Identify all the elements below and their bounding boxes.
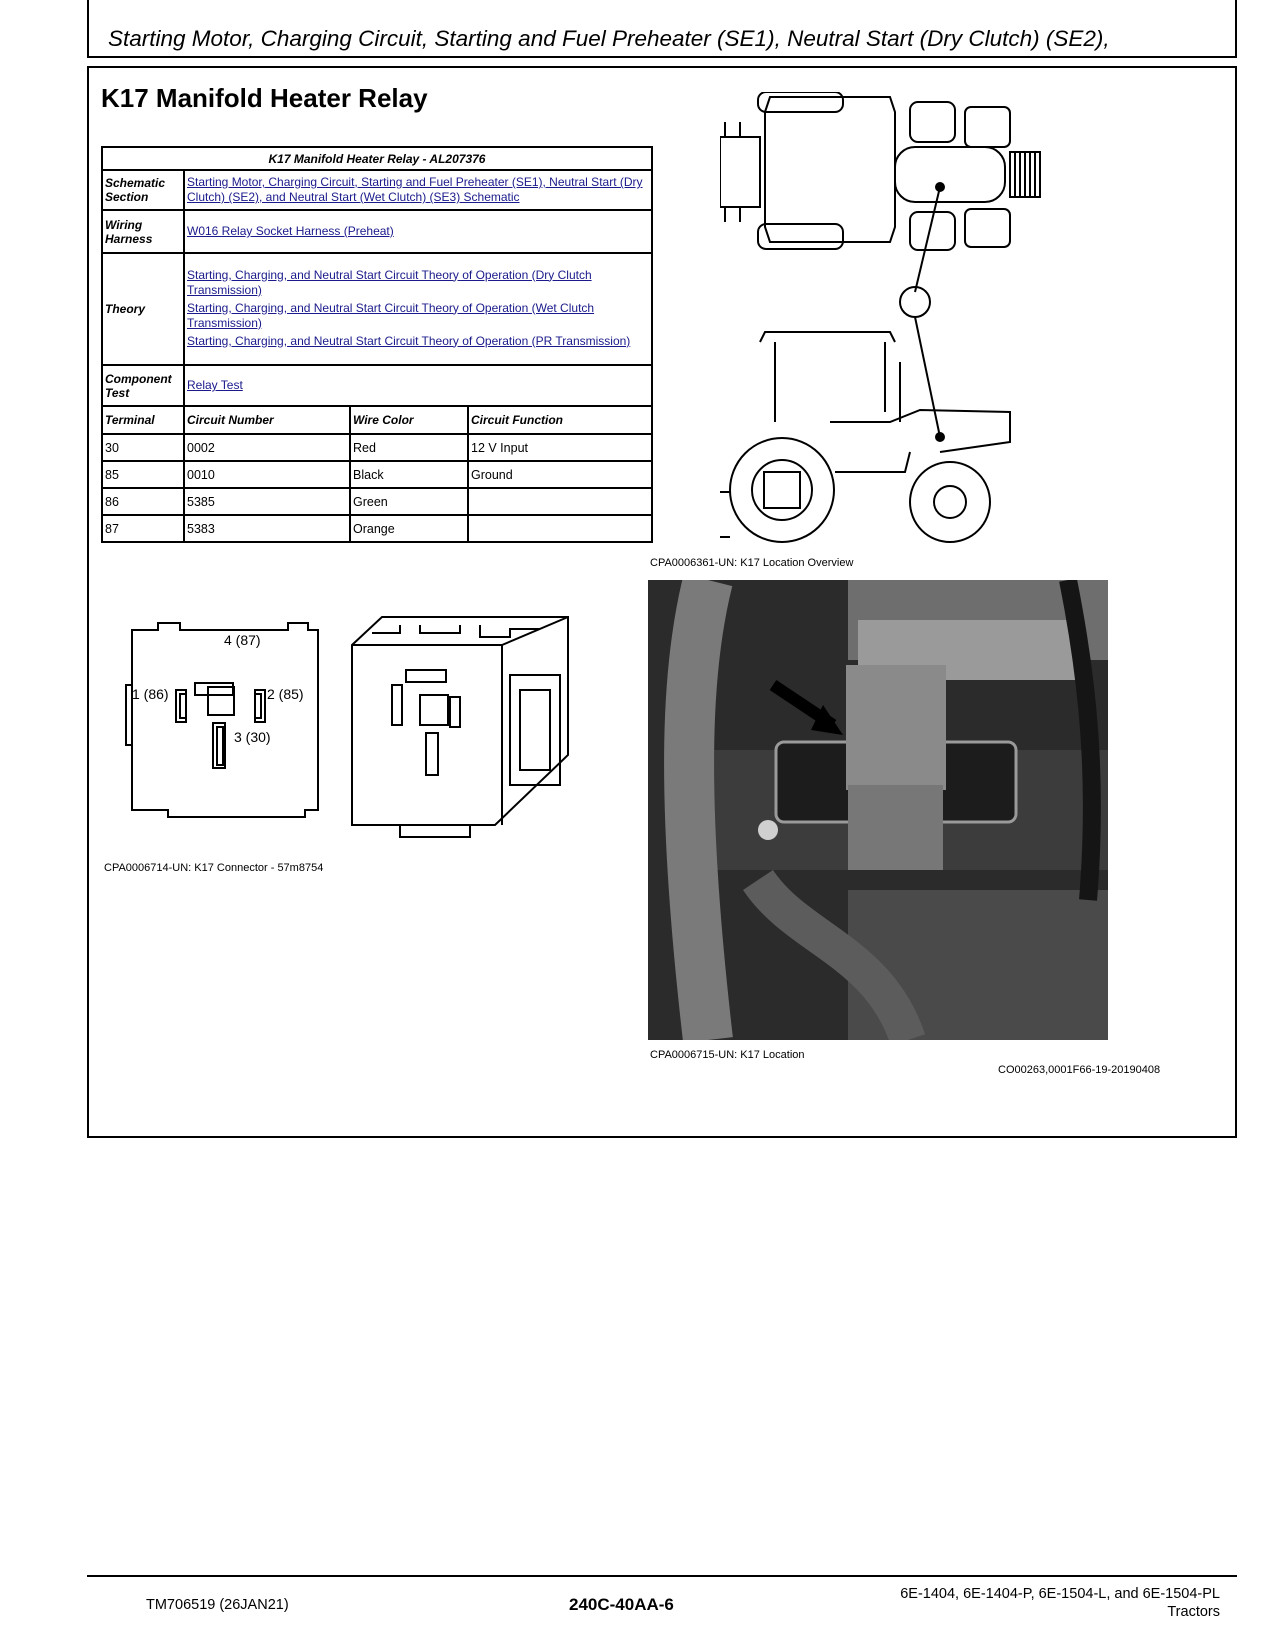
column-header-row: [102, 406, 652, 434]
location-overview-caption: CPA0006361-UN: K17 Location Overview: [650, 557, 854, 569]
relay-info-table: [101, 146, 653, 543]
cell-circuit-number: 5383: [184, 515, 350, 542]
tractor-top-view: [720, 92, 1040, 250]
footer-models: 6E-1404, 6E-1404-P, 6E-1504-L, and 6E-1504-PL: [900, 1586, 1220, 1602]
cell-terminal: 86: [102, 488, 184, 515]
tractor-location-overview: [720, 92, 1090, 572]
col-terminal: Terminal: [102, 406, 184, 434]
document-code: CO00263,0001F66-19-20190408: [998, 1064, 1161, 1076]
theory-label: Theory: [102, 253, 184, 365]
cell-terminal: 30: [102, 434, 184, 461]
col-circuit-number: Circuit Number: [184, 406, 350, 434]
schematic-link[interactable]: Starting Motor, Charging Circuit, Starting and Fuel Preheater (SE1), Neutral Start (Dry Clutch) (SE2), and Neutral Start (Wet Clutch) (SE3) Schematic: [187, 175, 643, 204]
footer-model-list: [780, 1585, 1220, 1621]
pin-label-87: 4 (87): [224, 632, 261, 648]
page-header-title: Starting Motor, Charging Circuit, Starting and Fuel Preheater (SE1), Neutral Start (Dry Clutch) (SE2),: [108, 26, 1110, 51]
section-title: K17 Manifold Heater Relay: [101, 83, 428, 113]
footer-rule: [87, 1575, 1237, 1577]
connector-iso-view: [352, 617, 568, 837]
cell-circuit-function: [468, 488, 652, 515]
connector-figure-caption: CPA0006714-UN: K17 Connector - 57m8754: [104, 862, 324, 874]
k17-location-photo: [648, 580, 1108, 1040]
cell-circuit-function: [468, 515, 652, 542]
wiring-label: Wiring Harness: [102, 210, 184, 253]
cell-circuit-function: 12 V Input: [468, 434, 652, 461]
cell-circuit-number: 0002: [184, 434, 350, 461]
pin-label-86: 1 (86): [132, 686, 169, 702]
wiring-harness-link[interactable]: W016 Relay Socket Harness (Preheat): [187, 224, 394, 238]
col-circuit-function: Circuit Function: [468, 406, 652, 434]
footer-page-number: 240C-40AA-6: [569, 1595, 674, 1614]
table-row: [102, 488, 652, 515]
cell-terminal: 87: [102, 515, 184, 542]
cell-wire-color: Orange: [350, 515, 468, 542]
table-row: [102, 434, 652, 461]
cell-terminal: 85: [102, 461, 184, 488]
cell-wire-color: Black: [350, 461, 468, 488]
table-row: [102, 461, 652, 488]
k17-connector-diagram: [110, 615, 580, 845]
col-wire-color: Wire Color: [350, 406, 468, 434]
pin-label-30: 3 (30): [234, 729, 271, 745]
pin-label-85: 2 (85): [267, 686, 304, 702]
cell-circuit-number: 0010: [184, 461, 350, 488]
tractor-side-view: [720, 332, 1010, 542]
cell-wire-color: Green: [350, 488, 468, 515]
theory-link-dry-clutch[interactable]: Starting, Charging, and Neutral Start Circuit Theory of Operation (Dry Clutch Transmission): [187, 267, 592, 297]
theory-link-wet-clutch[interactable]: Starting, Charging, and Neutral Start Circuit Theory of Operation (Wet Clutch Transmission): [187, 300, 595, 330]
table-row: [102, 515, 652, 542]
table-caption: K17 Manifold Heater Relay - AL207376: [102, 147, 652, 170]
footer-product-type: Tractors: [1167, 1604, 1220, 1620]
relay-test-link[interactable]: Relay Test: [187, 378, 243, 392]
component-test-label: Component Test: [102, 365, 184, 406]
location-photo-caption: CPA0006715-UN: K17 Location: [650, 1049, 805, 1061]
cell-circuit-function: Ground: [468, 461, 652, 488]
cell-wire-color: Red: [350, 434, 468, 461]
connector-front-view: [126, 623, 318, 817]
theory-link-pr[interactable]: Starting, Charging, and Neutral Start Circuit Theory of Operation (PR Transmission): [187, 333, 631, 348]
footer-manual-id: TM706519 (26JAN21): [146, 1597, 289, 1613]
cell-circuit-number: 5385: [184, 488, 350, 515]
schematic-label: Schematic Section: [102, 170, 184, 210]
callout-leader-side: [915, 317, 940, 437]
